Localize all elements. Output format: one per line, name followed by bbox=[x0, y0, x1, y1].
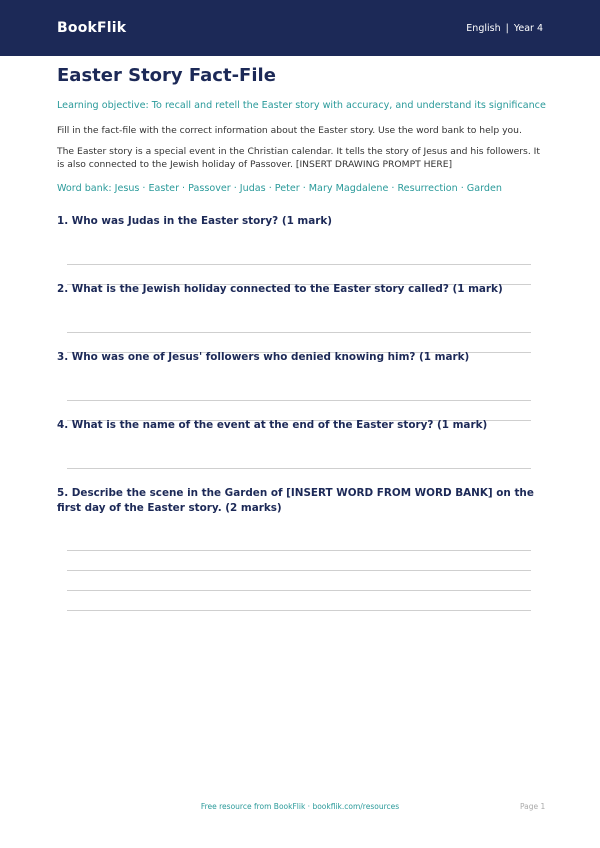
word-bank-word: Resurrection bbox=[397, 183, 458, 194]
year-label: Year 4 bbox=[513, 22, 543, 34]
answer-line-q3[interactable] bbox=[67, 400, 531, 401]
answer-line-q5[interactable] bbox=[67, 550, 531, 551]
page-number: Page 1 bbox=[520, 802, 546, 811]
answer-line-q5[interactable] bbox=[67, 570, 531, 571]
word-bank-word: Peter bbox=[274, 183, 300, 194]
word-bank-separator: · bbox=[391, 183, 395, 194]
word-bank-word: Easter bbox=[148, 183, 180, 194]
answer-line-q5[interactable] bbox=[67, 610, 531, 611]
answer-line-q1[interactable] bbox=[67, 264, 531, 265]
question-2: 2. What is the Jewish holiday connected to the Easter story called? (1 mark) bbox=[57, 283, 503, 295]
subject-label: English bbox=[466, 22, 501, 34]
meta-divider: | bbox=[505, 22, 509, 34]
brand-logo[interactable]: BookFlik bbox=[57, 20, 127, 36]
header-bar bbox=[0, 0, 600, 56]
word-bank-separator: · bbox=[142, 183, 146, 194]
page-title: Easter Story Fact-File bbox=[57, 65, 276, 86]
word-bank bbox=[57, 183, 547, 194]
word-bank-separator: · bbox=[182, 183, 186, 194]
word-bank-separator: · bbox=[268, 183, 272, 194]
question-1: 1. Who was Judas in the Easter story? (1 mark) bbox=[57, 215, 333, 227]
question-4: 4. What is the name of the event at the end of the Easter story? (1 mark) bbox=[57, 419, 488, 431]
question-3: 3. Who was one of Jesus' followers who denied knowing him? (1 mark) bbox=[57, 351, 470, 363]
word-bank-word: Judas bbox=[239, 183, 266, 194]
answer-line-q4[interactable] bbox=[67, 468, 531, 469]
word-bank-label: Word bank: bbox=[57, 183, 112, 194]
intro-text: The Easter story is a special event in the Christian calendar. It tells the story of Jesus and his followers. It is also connected to the Jewish holiday of Passover. [INSERT DRAWING PROMPT HERE] bbox=[57, 146, 540, 170]
answer-line-q5[interactable] bbox=[67, 590, 531, 591]
question-5: 5. Describe the scene in the Garden of [INSERT WORD FROM WORD BANK] on the first day of the Easter story. (2 marks) bbox=[57, 487, 534, 514]
word-bank-separator: · bbox=[233, 183, 237, 194]
word-bank-word: Mary Magdalene bbox=[308, 183, 389, 194]
word-bank-word: Garden bbox=[466, 183, 502, 194]
footer-text[interactable]: Free resource from BookFlik · bookflik.com/resources bbox=[200, 802, 400, 811]
word-bank-word: Passover bbox=[188, 183, 231, 194]
word-bank-separator: · bbox=[460, 183, 464, 194]
instructions-text: Fill in the fact-file with the correct information about the Easter story. Use the word bank to help you. bbox=[57, 125, 522, 136]
word-bank-separator: · bbox=[302, 183, 306, 194]
header-meta bbox=[466, 23, 543, 34]
learning-objective: Learning objective: To recall and retell the Easter story with accuracy, and understand its significance bbox=[57, 100, 546, 111]
word-bank-word: Jesus bbox=[114, 183, 140, 194]
answer-line-q2[interactable] bbox=[67, 332, 531, 333]
